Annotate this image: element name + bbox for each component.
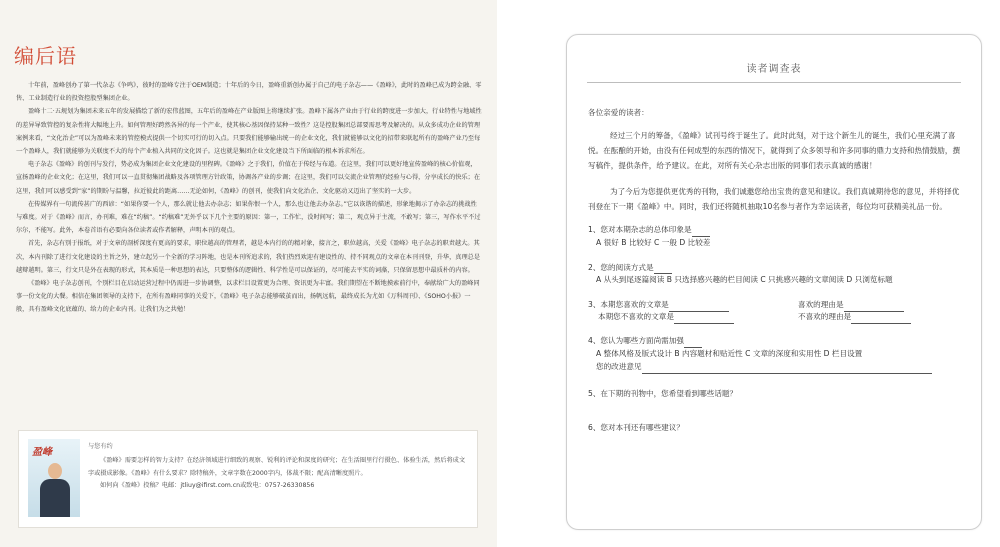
- editorial-paragraph: 盈峰十二·五规划为集团未来五年的发展描绘了新的宏伟蓝图，五年后的盈峰在产业版图上将继续扩张。盈峰下属各产业由于行业的跨度进一步加大，行业特性与地域性的差异导致管控的复杂性将大幅地上升。如何管理好跨然各异的每一个产业，使其核心基因保持某种一致性？这是控股集团总部要需思考及解决的。从众多成功企业的管理案例来看，“文化治企”可以为盈峰未来的管控模式提供一个切实可行的切入点。只要我们能够输出统一的企业文化，我们就能够以文化的招带来联起所有的盈峰产业乃至每一个盈峰人，我们就能够为关联度不大的每个产业植入共同的文化因子。这也就是集团企业文化建设当下所面临的根本诉求所在。: [16, 108, 482, 156]
- submission-text: [88, 441, 468, 493]
- reader-survey-card: [566, 34, 982, 530]
- question-4-options[interactable]: A 整体风格及版式设计 B 内容题材和贴近性 C 文章的深度和实用性 D 栏目设置: [596, 349, 863, 358]
- question-1: [588, 224, 964, 250]
- question-3: [588, 299, 964, 325]
- question-2-blank[interactable]: [654, 264, 672, 274]
- editorial-page: [0, 0, 497, 547]
- editorial-paragraph: 十年前，盈峰创办了第一代杂志《争鸣》，彼时的盈峰专注于OEM制造；十年后的今日，盈峰重新创办属于自己的电子杂志——《盈峰》，此时的盈峰已成为跨金融、零售、工业制造行业的投资控股型集团企业。: [16, 82, 482, 103]
- editorial-title: 编后语: [14, 44, 77, 68]
- question-3-liked-label: 3、本期您喜欢的文章是: [588, 300, 669, 310]
- disliked-reason-label: 不喜欢的理由是: [798, 312, 852, 322]
- disliked-reason-blank[interactable]: [851, 314, 911, 324]
- question-4: [588, 335, 964, 373]
- survey-body: [588, 107, 964, 435]
- question-1-options[interactable]: A 很好 B 比较好 C 一般 D 比较差: [596, 237, 711, 247]
- editorial-paragraph: 在传媒界有一句流传甚广的西谚：“如果你要一个人，那么就让他去办杂志；如果你恨一个人，那么也让他去办杂志。”它以诙谐的描述，形象地揭示了办杂志的挑战性与难度。对于《盈峰》而言，办刊难，难在“约稿”。“约稿难”无外乎以下几个主要的原因：第一，工作忙，没时间写；第二，观点异于主流，不敢写；第三，写作水平不过尔尔，不能写。此外，本卷首语有必要向各位读者或作者解释，声明本刊的观点。: [16, 200, 481, 235]
- magazine-cover-image: [28, 439, 80, 517]
- question-4-label: 4、您认为哪些方面尚需加强: [588, 336, 684, 346]
- title-divider: [587, 82, 961, 83]
- question-1-blank[interactable]: [692, 227, 710, 237]
- question-4-blank[interactable]: [684, 338, 702, 348]
- editorial-paragraph: 《盈峰》电子杂志创刊，个别栏目在启动运营过程中仍需进一步协调整，以求栏目设置更为合理、资讯更为丰富。我们期望在不断地摸索前行中，奉献给广大的盈峰同事一份文化的大餐。相信在集团领导的支持下，在所有盈峰同事的关爱下，《盈峰》电子杂志能够破茧而出，扬帆远航，最终成长为尤如《万科周刊》、《SOHO小报》一般，具有盈峰文化底蕴的、给力的企业内刊。让我们为之共勉！: [16, 280, 480, 314]
- submission-box: [18, 430, 478, 528]
- question-5: 5、在下期的刊物中，您希望看到哪些话题？: [588, 388, 738, 398]
- submission-paragraph: 《盈峰》需要怎样的智力支持？在经济领域进行细致的观察、锐利的评论和深度的研究；在生活圈里行行摄色、体验生活，然后将成文字或摄成影像。《盈峰》有什么要求？除特稿外，文章字数在2000字内，体裁不限；配高清晰度照片。: [88, 457, 466, 477]
- editorial-body: [16, 79, 482, 317]
- editorial-paragraph: 首先，杂志有别于报纸，对于文章的剖析深度有更高的要求，职位越高的管理者，越是本内行的的精对象，接言之，职位越高，关爱《盈峰》电子杂志的职责越大。其次，本内刊除了进行文化建设的主旨之外，建立起另一个全新的学习阵地，也是本刊所追求的，我们热烈欢迎有建设性的、持不同观点的文章在本刊刊登，升华，真理总是越辩越明。第三，行文只是外在表现的形式，其本质是一种思想的表达，只要整体的逻辑性、科学性是可以保证的，尽可能去平实的词藻，只保留思想中最质朴的内容。: [16, 240, 481, 274]
- question-1-label: 1、您对本期杂志的总体印象是: [588, 225, 692, 235]
- survey-salutation: 各位亲爱的读者：: [588, 108, 649, 117]
- suggestion-label: 您的改进意见: [596, 361, 642, 371]
- question-2-label: 2、您的阅读方式是: [588, 262, 654, 272]
- survey-title: 读者调查表: [746, 64, 802, 75]
- survey-paragraph: 为了今后为您提供更优秀的刊物，我们诚邀您给出宝贵的意见和建议。我们真诚期待您的意见，并将择优刊登在下一期《盈峰》中。同时，我们还将随机抽取10名参与者作为幸运读者，每位均可获精美礼品一份。: [588, 186, 960, 211]
- disliked-article-blank[interactable]: [674, 314, 734, 324]
- cover-person: [40, 463, 70, 517]
- question-6: 6、您对本刊还有哪些建议？: [588, 423, 684, 433]
- liked-reason-label: 喜欢的理由是: [798, 300, 844, 310]
- question-3-disliked-label: 本期您不喜欢的文章是: [598, 312, 674, 322]
- editorial-paragraph: 电子杂志《盈峰》的创刊与发行，势必成为集团企业文化建设的里程碑。《盈峰》之于我们，价值在于传经与布道。在这里，我们可以更好地宣传盈峰的核心价值观，宣扬盈峰的企业文化；在这里，我们可以一直贯彻集团战略及各项管理方针政策，协调各产业的步调；在这里，我们可以交流企业管理的经验与心得，分享成长的快乐；在这里，我们可以感受到“家”的期盼与温馨，拉近彼此的距离……无论如何，《盈峰》的创刊，使我们向文化治企、文化驱动又迈出了坚实的一大步。: [16, 161, 481, 195]
- survey-paragraph: 经过三个月的筹备，《盈峰》试刊号终于诞生了。此时此刻，对于这个新生儿的诞生，我们心里充满了喜悦。在酝酿的开始，由没有任何成型的东西的情况下，就得到了众多领导和许多同事的鼎力支持和热情鼓励，撰写稿件，提供条件，给予建议。在此，对所有关心杂志出版的同事们表示真诚的感谢！: [588, 131, 961, 171]
- submission-heading: 与您有约: [88, 443, 113, 450]
- submission-contact: 如何向《盈峰》投稿？电邮：jtliuy@ifirst.com.cn或致电：0757-26330856: [100, 482, 315, 490]
- cover-logo: 盈峰: [32, 447, 52, 458]
- question-2-options[interactable]: A 从头到尾逐篇阅读 B 只选择感兴趣的栏目阅读 C 只挑感兴趣的文章阅读 D 只浏览标题: [596, 275, 893, 285]
- question-2: [588, 262, 964, 288]
- cover-person-head: [48, 463, 62, 479]
- cover-person-suit: [40, 479, 70, 517]
- suggestion-blank[interactable]: [642, 364, 932, 374]
